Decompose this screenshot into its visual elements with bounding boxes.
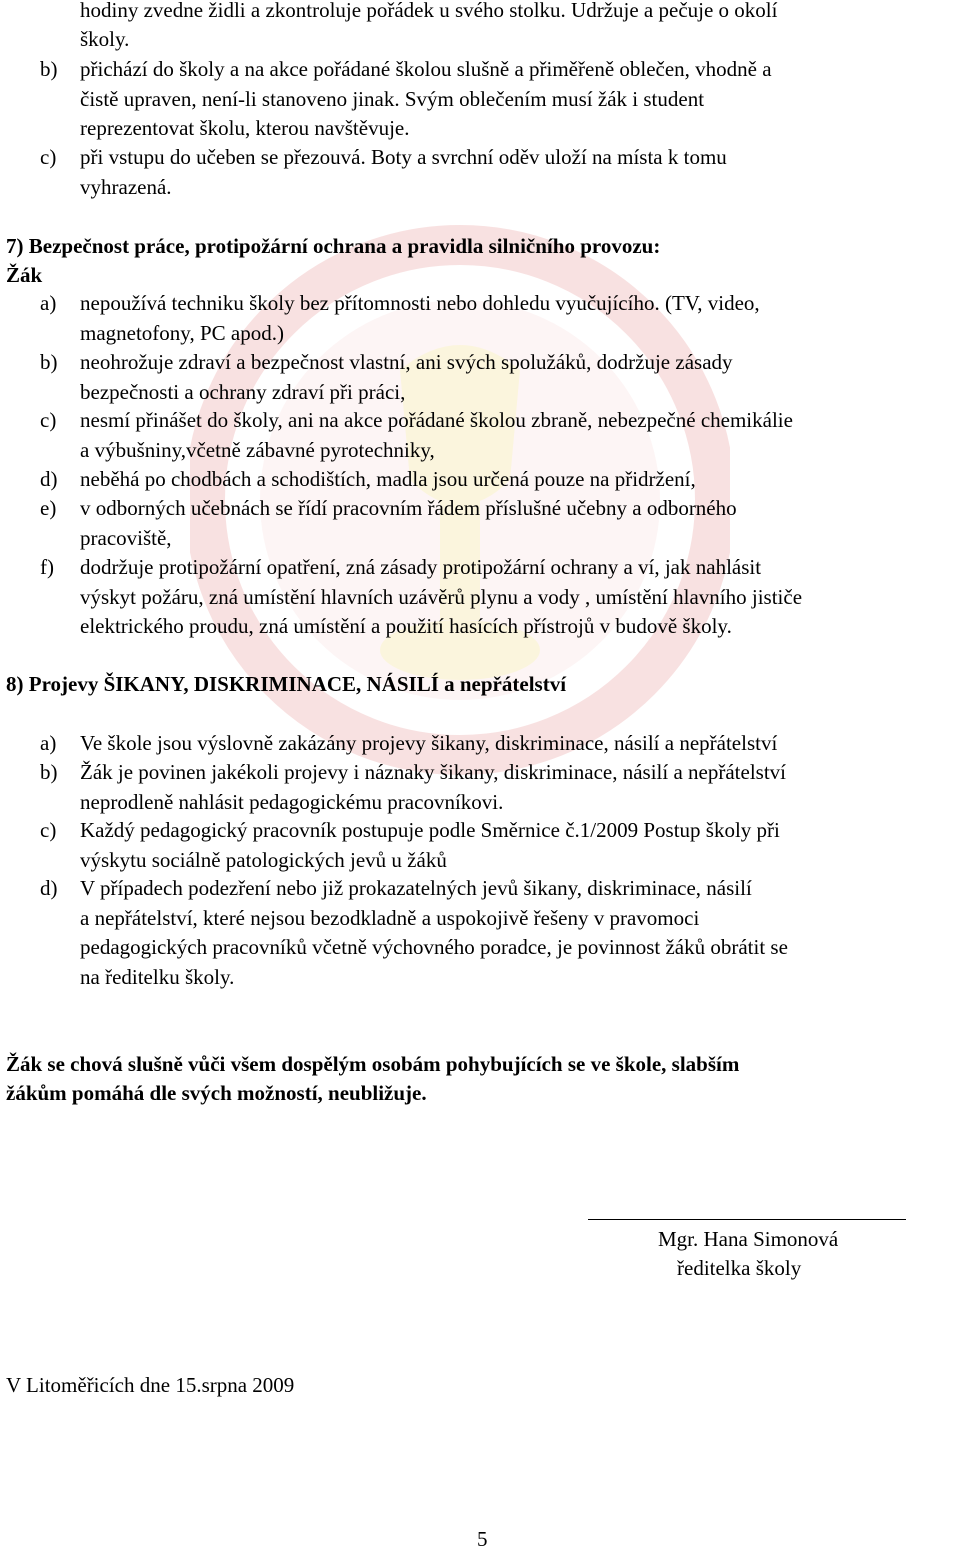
closing-statement-line: žákům pomáhá dle svých možností, neubližuje. [6,1081,427,1105]
item-text-line: neběhá po chodbách a schodištích, madla jsou určená pouze na přidržení, [80,467,696,491]
item-text-line: výskyt požáru, zná umístění hlavních uzávěrů plynu a vody , umístění hlavního jističe [80,584,803,609]
item-marker: f) [40,555,54,579]
item-marker: d) [40,876,58,900]
item-marker: c) [40,818,57,842]
page-number: 5 [477,1527,488,1551]
item-text-line: neohrožuje zdraví a bezpečnost vlastní, ani svých spolužáků, dodržuje zásady [80,350,733,374]
signatory-name: Mgr. Hana Simonová [658,1227,839,1251]
item-text-line: dodržuje protipožární opatření, zná zásady protipožární ochrany a ví, jak nahlásit [80,555,762,579]
item-text-line: pedagogických pracovníků včetně výchovného poradce, je povinnost žáků obrátit se [80,935,788,959]
item-text-line: V případech podezření nebo již prokazatelných jevů šikany, diskriminace, násilí [80,876,752,900]
item-text-line: pracoviště, [80,525,172,550]
item-marker: c) [40,145,57,169]
closing-statement-line: Žák se chová slušně vůči všem dospělým osobám pohybujících se ve škole, slabším [6,1052,740,1076]
item-marker: c) [40,408,57,432]
section-subheading: Žák [6,263,43,287]
item-text-line: a výbušniny,včetně zábavné pyrotechniky, [80,437,435,462]
signatory-role: ředitelka školy [677,1256,802,1280]
item-text-line: na ředitelku školy. [80,964,235,989]
place-date: V Litoměřicích dne 15.srpna 2009 [6,1373,295,1397]
item-text-line: vyhrazená. [80,174,172,199]
item-text-line: nesmí přinášet do školy, ani na akce pořádané školou zbraně, nebezpečné chemikálie [80,408,793,432]
section-heading: 7) Bezpečnost práce, protipožární ochrana a pravidla silničního provozu: [6,234,661,258]
item-text-line: reprezentovat školu, kterou navštěvuje. [80,116,410,140]
item-text-line: elektrického proudu, zná umístění a použití hasících přístrojů v budově školy. [80,614,732,638]
item-text-line: Každý pedagogický pracovník postupuje podle Směrnice č.1/2009 Postup školy při [80,818,780,842]
item-text-line: přichází do školy a na akce pořádané školou slušně a přiměřeně oblečen, vhodně a [80,57,772,81]
item-marker: a) [40,291,57,315]
text-line: hodiny zvedne židli a zkontroluje pořádek u svého stolku. Udržuje a pečuje o okolí [80,0,778,22]
item-marker: a) [40,731,57,755]
item-text-line: magnetofony, PC apod.) [80,320,284,345]
item-text-line: při vstupu do učeben se přezouvá. Boty a svrchní oděv uloží na místa k tomu [80,145,727,169]
item-marker: b) [40,350,58,374]
item-text-line: Žák je povinen jakékoli projevy i náznaky šikany, diskriminace, násilí a nepřátelství [80,760,787,784]
item-marker: b) [40,760,58,784]
item-text-line: čistě upraven, není-li stanoveno jinak. Svým oblečením musí žák i student [80,86,705,111]
item-text-line: neprodleně nahlásit pedagogickému pracovníkovi. [80,789,504,814]
item-marker: e) [40,496,57,520]
item-marker: b) [40,57,58,81]
item-text-line: v odborných učebnách se řídí pracovním řádem příslušné učebny a odborného [80,496,737,520]
section-heading: 8) Projevy ŠIKANY, DISKRIMINACE, NÁSILÍ a nepřátelství [6,672,567,696]
item-text-line: a nepřátelství, které nejsou bezodkladně a uspokojivě řešeny v pravomoci [80,905,700,930]
item-text-line: nepoužívá techniku školy bez přítomnosti nebo dohledu vyučujícího. (TV, video, [80,291,760,315]
signature-line [588,1219,906,1220]
text-line: školy. [80,27,130,51]
item-text-line: výskytu sociálně patologických jevů u žáků [80,847,447,872]
item-marker: d) [40,467,58,491]
item-text-line: Ve škole jsou výslovně zakázány projevy šikany, diskriminace, násilí a nepřátelství [80,731,778,755]
item-text-line: bezpečnosti a ochrany zdraví při práci, [80,379,406,404]
